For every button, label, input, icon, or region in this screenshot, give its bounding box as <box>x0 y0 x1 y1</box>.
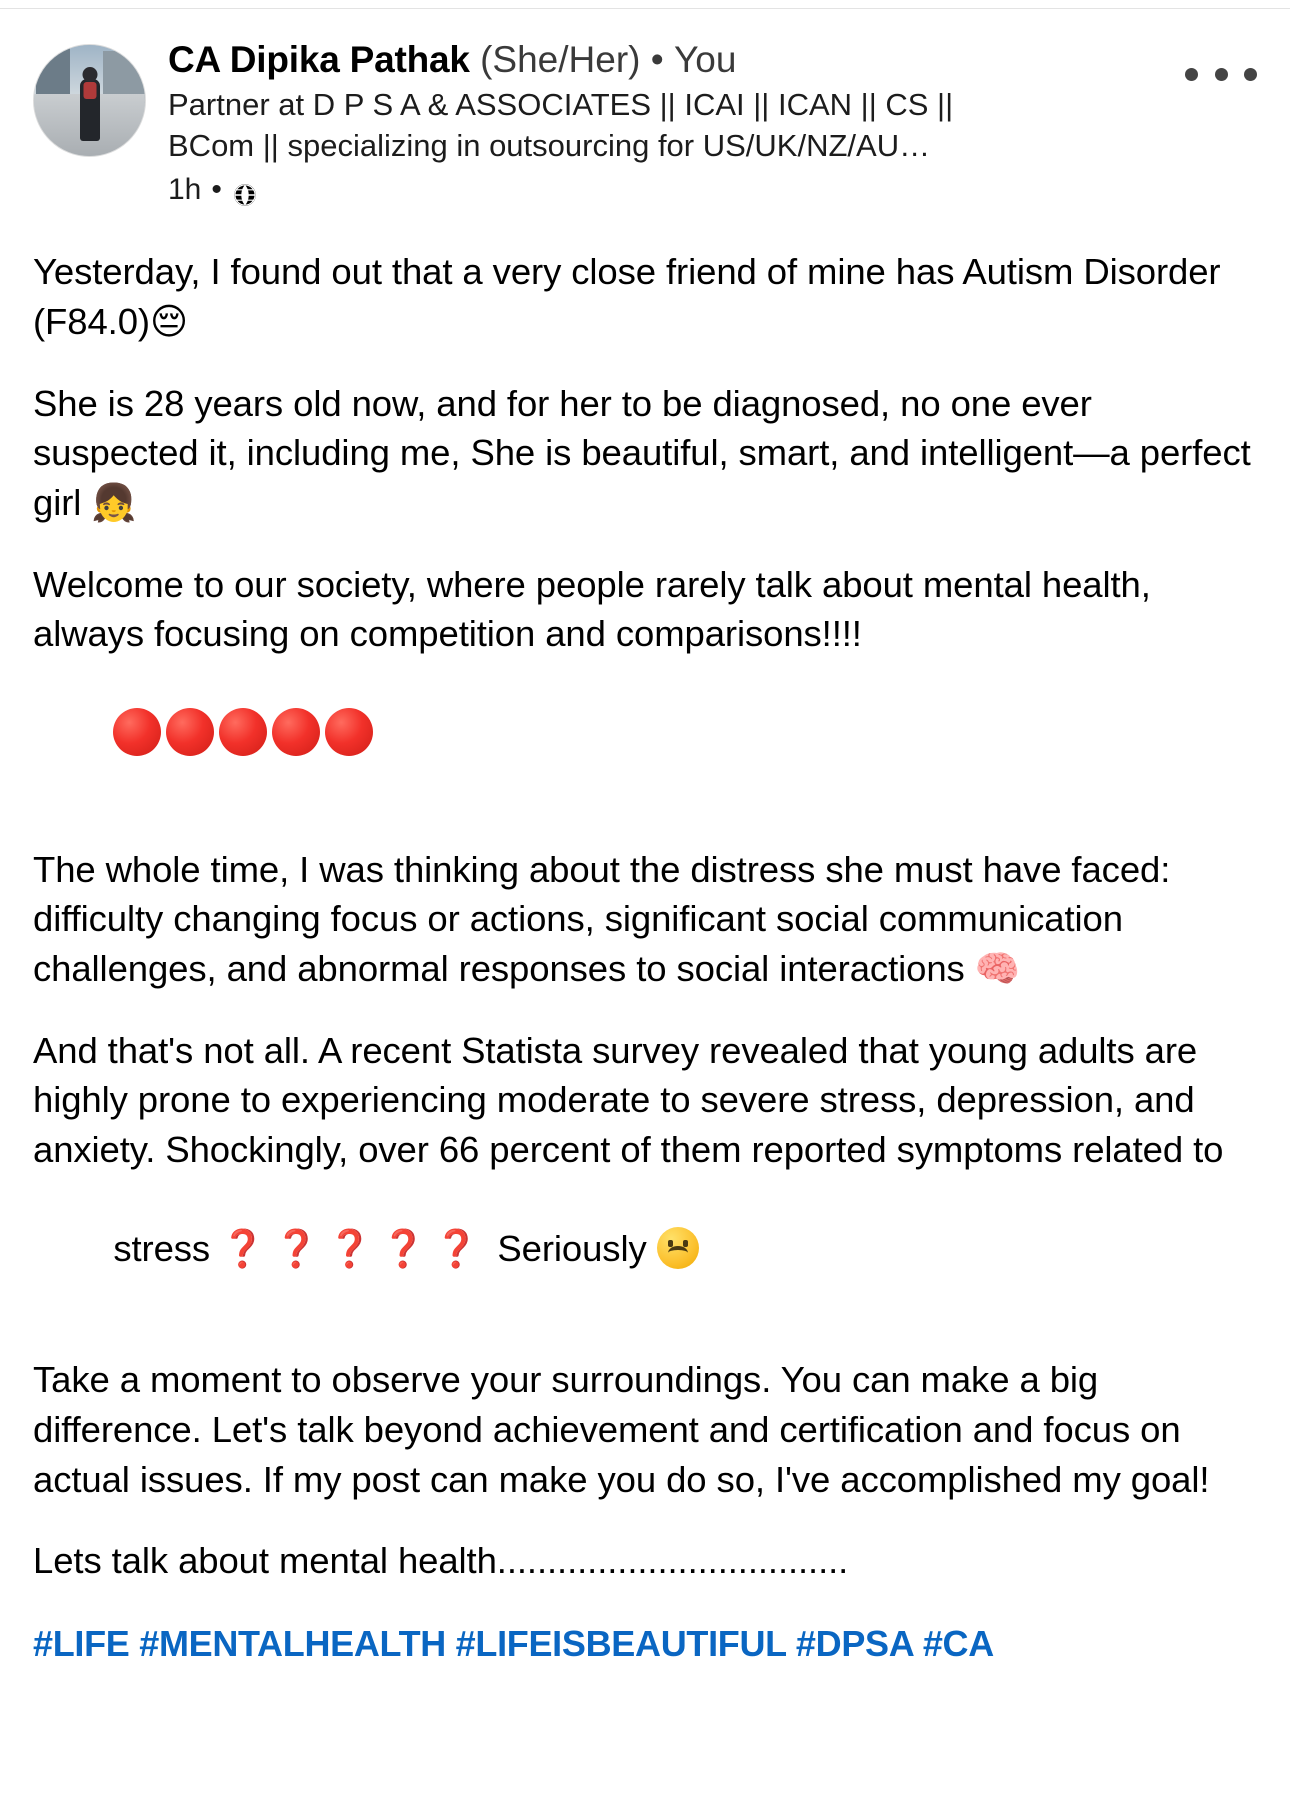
red-circle-emoji <box>113 708 161 756</box>
author-headline: Partner at D P S A & ASSOCIATES || ICAI || ICAN || CS || BCom || specializing in outsourcing for US/UK/NZ/AU… <box>168 86 954 163</box>
post-hashtags[interactable]: #LIFE #MENTALHEALTH #LIFEISBEAUTIFUL #DPSA #CA <box>33 1622 994 1664</box>
red-circle-emoji-row <box>113 708 373 756</box>
author-name-line <box>168 38 1257 82</box>
name-separator: • <box>650 39 664 80</box>
slightly-frowning-face-emoji <box>657 1227 699 1269</box>
feed-post <box>0 30 1290 1705</box>
red-circle-emoji <box>219 708 267 756</box>
post-options-button[interactable] <box>1185 56 1257 92</box>
post-paragraph-6: Take a moment to observe your surroundings. You can make a big difference. Let's talk beyond achievement and certification and focus on actual issues. If my post can make you do so, I've accomplished my goal! <box>33 1359 1210 1500</box>
pensive-face-emoji: 😔 <box>149 300 188 344</box>
brain-emoji: 🧠 <box>974 946 1021 990</box>
paragraph-4-text: The whole time, I was thinking about the distress she must have faced: difficulty changing focus or actions, significant social communication challenges, and abnormal responses to social interactions <box>33 848 1181 989</box>
post-paragraph-3 <box>33 560 1257 813</box>
post-meta <box>168 170 1257 209</box>
post-paragraph-2 <box>33 379 1261 528</box>
avatar[interactable] <box>33 44 146 157</box>
post-header <box>33 30 1257 209</box>
author-name[interactable]: CA Dipika Pathak <box>168 39 470 80</box>
ellipsis-dot-1 <box>1185 68 1198 81</box>
author-pronouns: (She/Her) <box>480 39 641 80</box>
meta-separator: • <box>211 173 222 207</box>
post-content <box>33 247 1261 1668</box>
girl-emoji: 👧 <box>91 480 137 524</box>
top-divider <box>0 8 1290 9</box>
paragraph-1-text: Yesterday, I found out that a very close friend of mine has Autism Disorder (F84.0) <box>33 251 1231 343</box>
red-circle-emoji <box>325 708 373 756</box>
ellipsis-dot-3 <box>1244 68 1257 81</box>
red-circle-emoji <box>272 708 320 756</box>
paragraph-5-text: And that's not all. A recent Statista survey revealed that young adults are highly prone to experiencing moderate to severe stress, depression, and anxiety. Shockingly, over 66 percent of them reported symptoms related to <box>33 1029 1224 1170</box>
post-paragraph-1 <box>33 247 1257 346</box>
globe-icon <box>232 179 258 205</box>
frown-mouth <box>668 1246 688 1260</box>
paragraph-3-text: Welcome to our society, where people rarely talk about mental health, always focusing on competition and comparisons!!!! <box>33 563 1161 655</box>
question-mark-emoji-row: ❓❓❓❓❓ <box>220 1227 488 1271</box>
paragraph-5-seriously: Seriously <box>487 1228 657 1270</box>
post-time: 1h <box>168 173 202 207</box>
author-relationship: You <box>674 39 737 80</box>
avatar-person-head <box>82 67 97 82</box>
red-circle-emoji <box>166 708 214 756</box>
paragraph-5-stress-label: stress <box>113 1228 221 1270</box>
paragraph-2-text: She is 28 years old now, and for her to be diagnosed, no one ever suspected it, including me, She is beautiful, smart, and intelligent—a perfect girl <box>33 382 1261 523</box>
ellipsis-dot-2 <box>1215 68 1228 81</box>
post-paragraph-4 <box>33 845 1257 994</box>
avatar-person-scarf <box>83 82 96 99</box>
post-paragraph-5 <box>33 1026 1257 1324</box>
author-info <box>168 30 1257 209</box>
post-paragraph-7: Lets talk about mental health................................... <box>33 1540 849 1582</box>
